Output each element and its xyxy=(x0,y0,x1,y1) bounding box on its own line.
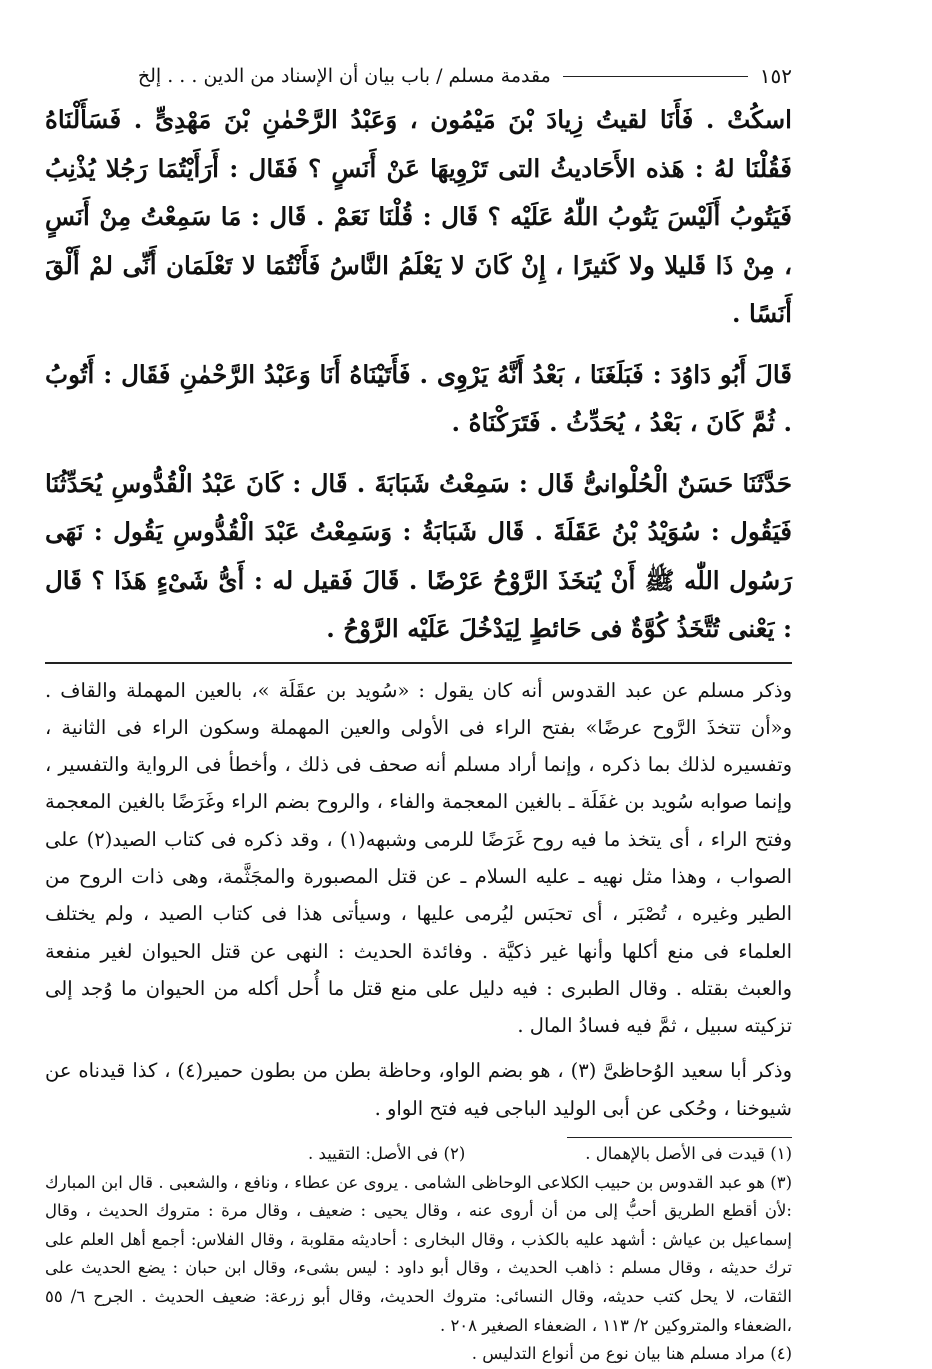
footnote-3: (٣) هو عبد القدوس بن حبيب الكلاعى الوحاظى الشامى . يروى عن عطاء ، ونافع ، والشعبى . قال ابن المبارك :لأن أقطع الطريق أحبُّ إلى من أن أروى عنه ، وقال يحيى : ضعيف ، وقال مرة : متروك الحديث ، وقال إسماعيل بن عياش : أشهد عليه بالكذب ، وقال البخارى : أحاديثه مقلوبة ، وقال الفلاس: أجمع أهل العلم على ترك حديثه ، وقال مسلم : ذاهب الحديث ، وقال أبو داود : ليس بشىء، وقال ابن حبان : يضع الحديث على الثقات، لا يحل كتب حديثه، وقال النسائى: متروك الحديث، وقال أبو زرعة: ضعيف الحديث . الجرح ٦/ ٥٥ ،الضعفاء والمتروكين ٢/ ١١٣ ، الضعفاء الصغير ٢٠٨ . xyxy=(45,1172,792,1335)
header-rule xyxy=(563,76,748,77)
footnote-row xyxy=(45,1140,792,1169)
hadith-paragraph: قَالَ أَبُو دَاوُدَ : فَبَلَغَنَا ، بَعْدُ أَنَّهُ يَرْوِى . فَأَتَيْنَاهُ أَنَا وَعَبْدُ الرَّحْمٰنِ فَقَال : أَتُوبُ . ثُمَّ كَانَ ، بَعْدُ ، يُحَدِّثُ . فَتَرَكْنَاهُ . xyxy=(45,359,792,437)
running-header xyxy=(45,62,792,90)
commentary-paragraph: وذكر مسلم عن عبد القدوس أنه كان يقول : «سُويد بن عقَلَة »، بالعين المهملة والقاف . و«أن تتخذَ الرَّوح عرضًا» بفتح الراء فى الأولى والعين المهملة وسكون الراء فى الثانية ، وتفسيره لذلك بما ذكره ، وإنما أراد مسلم أنه صحف فى ذلك ، وأخطأ فى الرواية والتفسير ، وإنما صوابه سُويد بن غفَلَة ـ بالغين المعجمة والفاء ، والروح بضم الراء وغَرَضًا بالغين المعجمة وفتح الراء ، أى يتخذ ما فيه روح غَرَضًا للرمى وشبهه(١) ، وقد ذكره فى كتاب الصيد(٢) على الصواب ، وهذا مثل نهيه ـ عليه السلام ـ عن قتل المصبورة والمجَثَّمة، وهى ذات الروح من الطير وغيره ، تُصْبَر ، أى تحبَس ليُرمى عليها ، وسيأتى هذا فى كتاب الصيد ، ولم يختلف العلماء فى منع أكلها وأنها غير ذكيَّة . وفائدة الحديث : النهى عن قتل الحيوان لغير منفعة والعبث بقتله . وقال الطبرى : فيه دليل على منع قتل ما أُحل أكله من الحيوان ما وُجد إلى تزكيته سبيل ، ثمَّ فيه فسادُ المال . xyxy=(45,678,792,1038)
hadith-paragraph: اسكُتْ . فَأَنَا لقيتُ زِيادَ بْنَ مَيْمُون ، وَعَبْدُ الرَّحْمٰنِ بْنَ مَهْدِىٍّ . فَسَأَلْنَاهُ فَقُلْنَا لهُ : هَذه الأَحَاديثُ التى تَرْوِيهَا عَنْ أَنَسٍ ؟ فَقَال : أَرَأَيْتُمَا رَجُلا يُذْنِبُ فَيَتُوبُ أَلَيْسَ يَتُوبُ اللّٰهُ عَلَيْه ؟ قَال : قُلْنَا نَعَمْ . قَال : مَا سَمِعْتُ مِنْ أَنَسٍ ، مِنْ ذَا قَليلا ولا كَثيرًا ، إِنْ كَانَ لا يَعْلَمُ النَّاسُ فَأَنْتُمَا لا تَعْلَمَان أَنِّى لمْ أَلْقَ أَنَسًا . xyxy=(45,105,792,328)
footnote-4: (٤) مراد مسلم هنا بيان نوع من أنواع التدليس . xyxy=(471,1344,792,1364)
running-title: مقدمة مسلم / باب بيان أن الإسناد من الدين . . . إلخ xyxy=(137,65,551,87)
footnote-1: (١) قيدت فى الأصل بالإهمال . xyxy=(585,1144,792,1164)
hadith-paragraph: حَدَّثَنَا حَسَنٌ الْحُلْوانىُّ قَال : سَمِعْتُ شَبَابَةَ . قَال : كَانَ عَبْدُ الْقُدُّوسِ يُحَدِّثُنَا فَيَقُول : سُوَيْدُ بْنُ عَقَلَةَ . قَال شَبَابَةُ : وَسَمِعْتُ عَبْدَ الْقُدُّوسِ يَقُول : نَهَى رَسُول اللّٰه ﷺ أَنْ يُتخَذَ الرَّوْحُ عَرْضًا . قَالَ فَقيل له : أَىُّ شَىْءٍ هَذَا ؟ قَال : يَعْنى تُتَّخَذُ كُوَّةٌ فى حَائطٍ لِيَدْخُلَ عَلَيْه الرَّوْحُ . xyxy=(45,468,792,643)
hadith-text xyxy=(45,96,792,654)
footnotes xyxy=(45,1140,792,1369)
footnote-rule xyxy=(567,1137,792,1138)
commentary-text xyxy=(45,672,792,1128)
text-commentary-divider xyxy=(45,662,792,664)
footnote-2: (٢) فى الأصل: التقييد . xyxy=(308,1144,466,1164)
page-number: ١٥٢ xyxy=(759,64,792,88)
commentary-paragraph: وذكر أبا سعيد الوُحاظىَّ (٣) ، هو بضم الواو، وحاظة بطن من بطون حمير(٤) ، كذا قيدناه عن شيوخنا ، وحُكى عن أبى الوليد الباجى فيه فتح الواو . xyxy=(45,1059,792,1120)
